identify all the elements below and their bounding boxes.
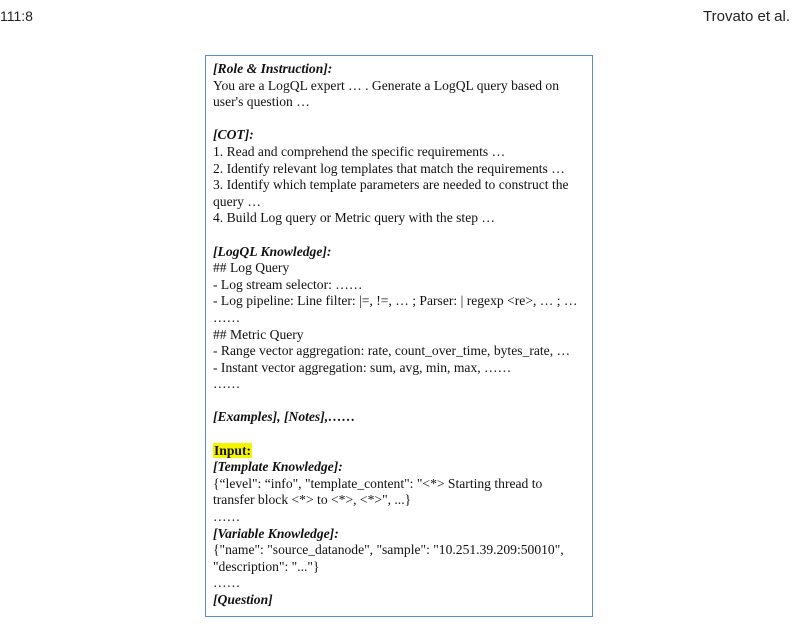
- variable-line: "description": "..."}: [213, 558, 320, 574]
- knowledge-line: ……: [213, 376, 241, 392]
- template-line: {“level": “info", "template_content": "<*> Starting thread to: [213, 475, 543, 491]
- cot-heading: [COT]:: [213, 127, 254, 143]
- variable-line: ……: [213, 575, 241, 591]
- cot-step: 2. Identify relevant log templates that match the requirements …: [213, 160, 565, 176]
- cot-step: 3. Identify which template parameters are needed to construct the: [213, 177, 569, 193]
- examples-notes-heading: [Examples], [Notes],……: [213, 409, 356, 425]
- cot-step: 4. Build Log query or Metric query with the step …: [213, 210, 496, 226]
- running-header-authors: Trovato et al.: [703, 8, 790, 25]
- logql-knowledge-heading: [LogQL Knowledge]:: [213, 243, 332, 259]
- knowledge-line: - Log stream selector: ……: [213, 276, 363, 292]
- knowledge-line: - Instant vector aggregation: sum, avg, min, max, ……: [213, 359, 512, 375]
- knowledge-line: - Range vector aggregation: rate, count_over_time, bytes_rate, …: [213, 343, 571, 359]
- spacer: [213, 111, 592, 128]
- knowledge-line: - Log pipeline: Line filter: |=, !=, … ; Parser: | regexp <re>, … ; …: [213, 293, 578, 309]
- knowledge-line: ## Metric Query: [213, 326, 304, 342]
- template-knowledge-heading: [Template Knowledge]:: [213, 459, 343, 475]
- spacer: [213, 426, 592, 443]
- question-heading: [Question]: [213, 592, 273, 607]
- spacer: [213, 227, 592, 244]
- knowledge-line: ## Log Query: [213, 260, 290, 276]
- role-instruction-line: user's question …: [213, 94, 310, 110]
- spacer: [213, 393, 592, 410]
- variable-knowledge-heading: [Variable Knowledge]:: [213, 525, 339, 541]
- template-line: transfer block <*> to <*>, <*>", ...}: [213, 492, 412, 508]
- cot-step: query …: [213, 193, 261, 209]
- template-line: ……: [213, 509, 241, 525]
- variable-line: {"name": "source_datanode", "sample": "10.251.39.209:50010",: [213, 542, 564, 558]
- role-instruction-line: You are a LogQL expert … . Generate a LogQL query based on: [213, 77, 560, 93]
- role-instruction-heading: [Role & Instruction]:: [213, 61, 333, 76]
- input-label-highlighted: Input:: [214, 442, 252, 458]
- page-reference: 111:8: [0, 8, 33, 24]
- cot-step: 1. Read and comprehend the specific requirements …: [213, 143, 506, 159]
- knowledge-line: ……: [213, 309, 241, 325]
- prompt-template-box: [205, 55, 593, 617]
